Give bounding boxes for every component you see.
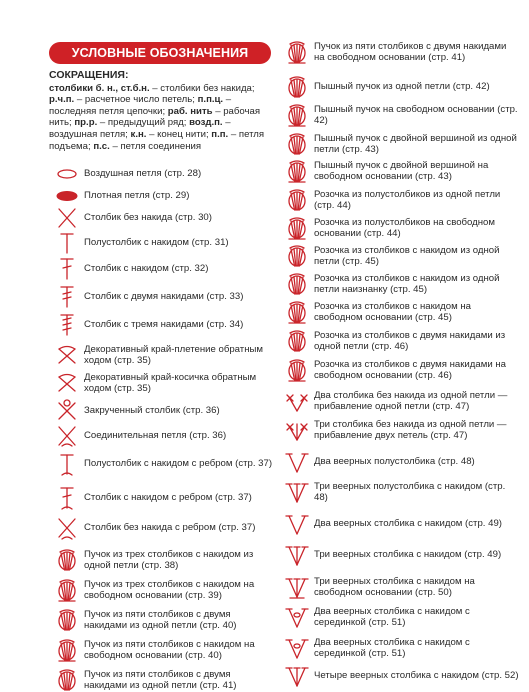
abbreviation-term: раб. нить	[167, 105, 213, 117]
abbreviation-definition: – расчетное число петель;	[74, 94, 198, 106]
dc-fan-3-base-icon	[282, 575, 312, 599]
legend-label: Столбик с двумя накидами (стр. 33)	[84, 291, 244, 303]
hdc-fan-3-icon	[282, 480, 312, 504]
legend-label: Столбик с накидом (стр. 32)	[84, 263, 209, 275]
legend-row	[52, 343, 278, 367]
legend-label: Три веерных столбика с накидом (стр. 49)	[314, 549, 502, 561]
dc-fan-2-icon	[282, 512, 312, 536]
legend-row	[52, 371, 278, 395]
legend-label: Три столбика без накида из одной петли — прибавление двух петель (стр. 47)	[314, 418, 507, 441]
legend-label: Закрученный столбик (стр. 36)	[84, 405, 220, 417]
legend-row	[282, 272, 522, 296]
legend-row	[282, 329, 522, 353]
legend-label: Пучок из пяти столбиков с накидом на свободном основании (стр. 40)	[84, 638, 255, 661]
abbreviation-term: к.н.	[130, 128, 147, 140]
abbreviation-definition: – столбики без накида;	[149, 82, 255, 94]
abbreviation-definition: – рабочая нить;	[49, 105, 261, 129]
cluster-3-base-icon	[52, 578, 82, 602]
sc-ribbed-icon	[52, 516, 82, 540]
legend-label: Три веерных столбика с накидом на свободном основании (стр. 50)	[314, 575, 475, 598]
treble-crochet-icon	[52, 285, 82, 309]
legend-label: Розочка из столбиков с накидом из одной петли (стр. 45)	[314, 244, 500, 267]
legend-row	[52, 578, 278, 602]
hdc-fan-2-icon	[282, 450, 312, 474]
legend-label: Два веерных столбика с накидом с серединкой (стр. 51)	[314, 605, 470, 628]
cluster-5-tr-one-icon	[52, 668, 82, 692]
dc-ribbed-icon	[52, 486, 82, 510]
legend-row	[282, 605, 522, 629]
legend-row	[282, 188, 522, 212]
dc-fan-2-middle-icon	[282, 605, 312, 629]
cluster-5-base-icon	[52, 638, 82, 662]
abbreviation-term: п.п.	[211, 128, 229, 140]
legend-row	[282, 75, 522, 99]
legend-row	[52, 206, 278, 230]
legend-label: Плотная петля (стр. 29)	[84, 190, 190, 202]
cluster-3-icon	[52, 548, 82, 572]
legend-label: Пышный пучок на свободном основании (стр. 42)	[314, 103, 518, 126]
cluster-5-tr-icon	[52, 608, 82, 632]
abbreviations-heading: СОКРАЩЕНИЯ:	[49, 69, 129, 81]
abbreviation-term: столбики б. н., ст.б.н.	[49, 82, 150, 94]
legend-row	[52, 424, 278, 448]
sc-increase-3-icon	[282, 418, 312, 442]
legend-label: Пышный пучок из одной петли (стр. 42)	[314, 81, 490, 93]
popcorn-dc-base-icon	[282, 300, 312, 324]
legend-row	[52, 486, 278, 510]
abbreviation-term: р.ч.п.	[49, 94, 75, 106]
legend-label: Пышный пучок с двойной вершиной из одной петли (стр. 43)	[314, 132, 517, 155]
legend-row	[282, 40, 522, 64]
legend-label: Четыре веерных столбика с накидом (стр. 52)	[314, 670, 519, 682]
legend-label: Столбик без накида (стр. 30)	[84, 212, 212, 224]
legend-row	[282, 132, 522, 156]
abbreviation-term: п.п.ц.	[197, 94, 224, 106]
legend-label: Пучок из пяти столбиков с двумя накидами из одной петли (стр. 40)	[84, 608, 237, 631]
legend-row	[282, 664, 522, 688]
chain-stitch-icon	[52, 162, 82, 186]
legend-label: Столбик с накидом с ребром (стр. 37)	[84, 492, 252, 504]
legend-row	[282, 358, 522, 382]
double-crochet-icon	[52, 257, 82, 281]
braid-edge-icon	[52, 371, 82, 395]
legend-row	[282, 480, 522, 504]
popcorn-tr-icon	[282, 329, 312, 353]
cluster-5-tr-base-icon	[282, 40, 312, 64]
dc-fan-4-icon	[282, 664, 312, 688]
crab-stitch-icon	[52, 343, 82, 367]
legend-label: Полустолбик с накидом (стр. 31)	[84, 237, 229, 249]
legend-row	[282, 418, 522, 442]
legend-row	[52, 608, 278, 632]
puff-one-icon	[282, 75, 312, 99]
legend-row	[282, 159, 522, 183]
legend-label: Пучок из трех столбиков с накидом из одной петли (стр. 38)	[84, 548, 254, 571]
legend-label: Розочка из полустолбиков из одной петли (стр. 44)	[314, 188, 501, 211]
legend-row	[52, 257, 278, 281]
abbreviation-definition: – предыдущий ряд;	[97, 117, 190, 129]
legend-row	[52, 313, 278, 337]
legend-row	[52, 638, 278, 662]
legend-row	[282, 389, 522, 413]
legend-row	[282, 103, 522, 127]
legend-label: Розочка из столбиков с двумя накидами из одной петли (стр. 46)	[314, 329, 506, 352]
legend-label: Столбик без накида с ребром (стр. 37)	[84, 522, 256, 534]
legend-label: Соединительная петля (стр. 36)	[84, 430, 227, 442]
legend-row	[52, 452, 278, 476]
legend-row	[52, 399, 278, 423]
hdc-ribbed-icon	[52, 452, 82, 476]
twisted-stitch-icon	[52, 399, 82, 423]
legend-label: Воздушная петля (стр. 28)	[84, 168, 202, 180]
legend-label: Розочка из полустолбиков на свободном основании (стр. 44)	[314, 216, 495, 239]
abbreviation-definition: – конец нити;	[146, 128, 212, 140]
abbreviations-text	[49, 83, 264, 152]
abbreviation-term: пр.р.	[74, 117, 98, 129]
abbreviation-definition: – воздушная петля;	[49, 117, 231, 140]
legend-label: Три веерных полустолбика с накидом (стр. 48)	[314, 480, 506, 503]
legend-label: Столбик с тремя накидами (стр. 34)	[84, 319, 244, 331]
slip-stitch-icon	[52, 424, 82, 448]
legend-label: Декоративный край-плетение обратным ходом (стр. 35)	[84, 343, 263, 366]
legend-label: Декоративный край-косичка обратным ходом (стр. 35)	[84, 371, 257, 394]
dc-fan-3-icon	[282, 543, 312, 567]
legend-row	[52, 162, 278, 186]
abbreviation-definition: – последняя петля цепочки;	[49, 94, 232, 117]
legend-row	[282, 300, 522, 324]
legend-label: Пучок из трех столбиков с накидом на свободном основании (стр. 39)	[84, 578, 255, 601]
legend-label: Розочка из столбиков с накидом из одной петли наизнанку (стр. 45)	[314, 272, 500, 295]
legend-label: Пышный пучок с двойной вершиной на свободном основании (стр. 43)	[314, 159, 489, 182]
legend-label: Розочка из столбиков с двумя накидами на свободном основании (стр. 46)	[314, 358, 506, 381]
abbreviations-block	[49, 70, 274, 152]
legend-label: Два веерных столбика с накидом с серединкой (стр. 51)	[314, 636, 470, 659]
legend-row	[52, 548, 278, 572]
popcorn-hdc-base-icon	[282, 216, 312, 240]
sc-increase-2-icon	[282, 389, 312, 413]
abbreviation-term: п.с.	[93, 140, 110, 152]
legend-row	[282, 450, 522, 474]
dc-fan-2-middle-b-icon	[282, 636, 312, 660]
legend-label: Полустолбик с накидом с ребром (стр. 37)	[84, 458, 273, 470]
popcorn-hdc-icon	[282, 188, 312, 212]
abbreviation-definition: – петля подъема;	[49, 128, 265, 152]
legend-label: Два столбика без накида из одной петли — прибавление одной петли (стр. 47)	[314, 389, 508, 412]
slip-loop-icon	[52, 184, 82, 208]
legend-label: Два веерных полустолбика (стр. 48)	[314, 456, 475, 468]
abbreviation-definition: – петля соединения	[109, 140, 202, 152]
puff-double-top-base-icon	[282, 159, 312, 183]
legend-row	[52, 516, 278, 540]
legend-label: Пучок из пяти столбиков с двумя накидами из одной петли (стр. 41)	[84, 668, 237, 691]
half-double-crochet-icon	[52, 231, 82, 255]
legend-row	[282, 636, 522, 660]
popcorn-dc-icon	[282, 244, 312, 268]
popcorn-dc-through-icon	[282, 272, 312, 296]
puff-double-top-icon	[282, 132, 312, 156]
legend-row	[282, 512, 522, 536]
legend-row	[52, 668, 278, 692]
popcorn-tr-base-icon	[282, 358, 312, 382]
legend-row	[282, 216, 522, 240]
legend-row	[52, 285, 278, 309]
puff-base-icon	[282, 103, 312, 127]
legend-label: Два веерных столбика с накидом (стр. 49)	[314, 518, 502, 530]
legend-row	[282, 575, 522, 599]
single-crochet-icon	[52, 206, 82, 230]
legend-row	[52, 184, 278, 208]
abbreviation-term: возд.п.	[189, 117, 223, 129]
legend-row	[52, 231, 278, 255]
page-title: УСЛОВНЫЕ ОБОЗНАЧЕНИЯ ПЕТЕЛЬ	[49, 42, 271, 64]
legend-row	[282, 244, 522, 268]
legend-row	[282, 543, 522, 567]
legend-label: Розочка из столбиков с накидом на свободном основании (стр. 45)	[314, 300, 471, 323]
double-treble-icon	[52, 313, 82, 337]
legend-label: Пучок из пяти столбиков с двумя накидами на свободном основании (стр. 41)	[314, 40, 507, 63]
